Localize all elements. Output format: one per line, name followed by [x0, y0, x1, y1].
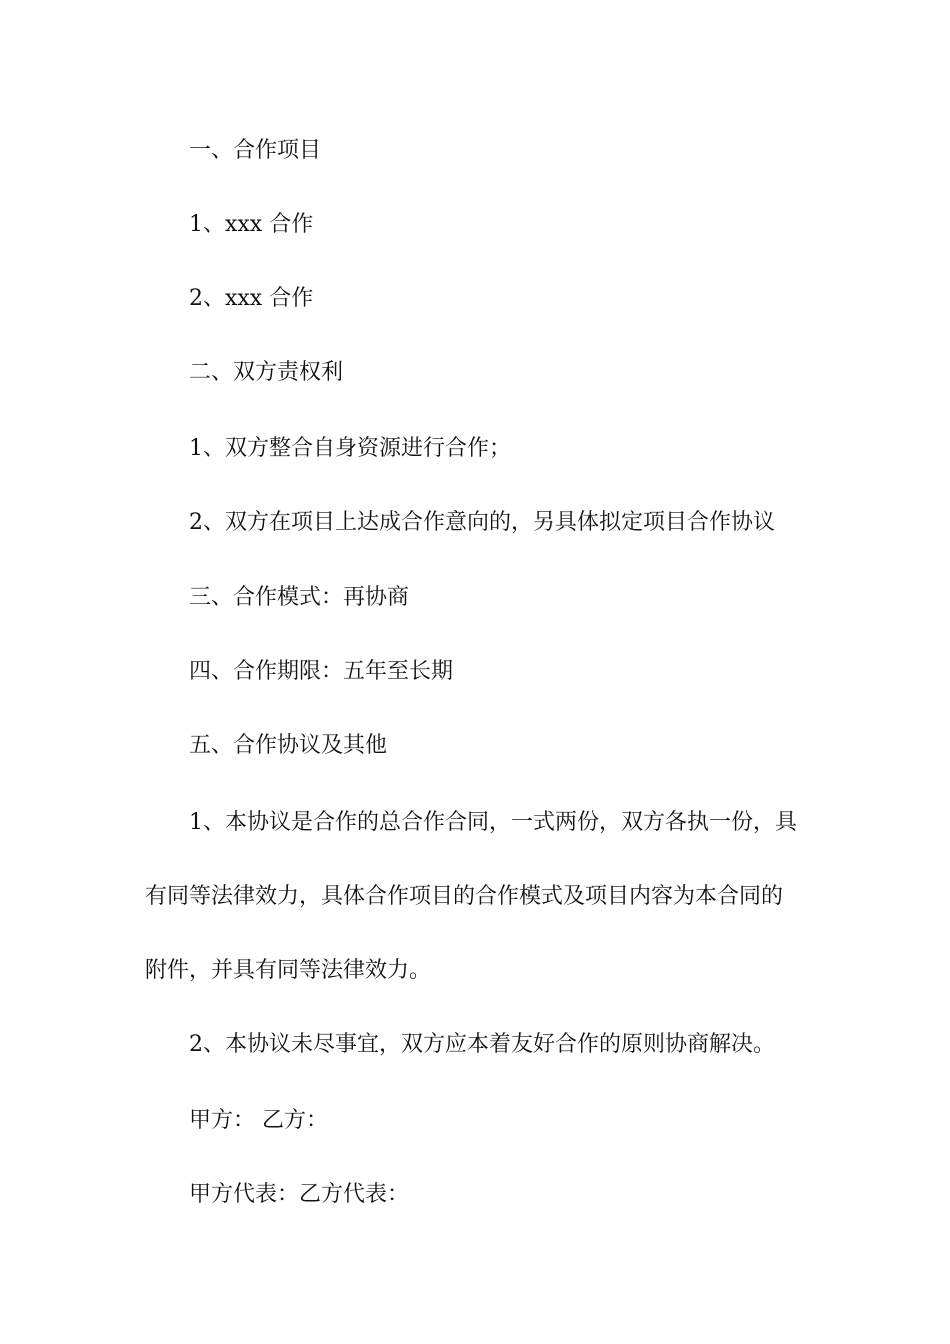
- section-heading-5: 五、合作协议及其他: [189, 733, 388, 758]
- section-heading-3: 三、合作模式：再协商: [189, 585, 410, 610]
- section-heading-1: 一、合作项目: [189, 138, 322, 163]
- section-heading-4: 四、合作期限：五年至长期: [189, 659, 454, 684]
- paragraph-line: 1、本协议是合作的总合作合同，一式两份，双方各执一份，具: [189, 810, 797, 835]
- list-item: 2、xxx 合作: [189, 286, 314, 311]
- list-item: 1、xxx 合作: [189, 212, 314, 237]
- paragraph-line: 2、本协议未尽事宜，双方应本着友好合作的原则协商解决。: [189, 1032, 775, 1057]
- signature-party-line: 甲方： 乙方：: [189, 1108, 328, 1133]
- section-heading-2: 二、双方责权利: [189, 360, 344, 385]
- list-item: 2、双方在项目上达成合作意向的，另具体拟定项目合作协议: [189, 510, 775, 535]
- list-item: 1、双方整合自身资源进行合作；: [189, 436, 511, 461]
- paragraph-line: 有同等法律效力，具体合作项目的合作模式及项目内容为本合同的: [145, 884, 784, 909]
- paragraph-line: 附件，并具有同等法律效力。: [145, 958, 432, 983]
- signature-representative-line: 甲方代表：乙方代表：: [189, 1182, 410, 1207]
